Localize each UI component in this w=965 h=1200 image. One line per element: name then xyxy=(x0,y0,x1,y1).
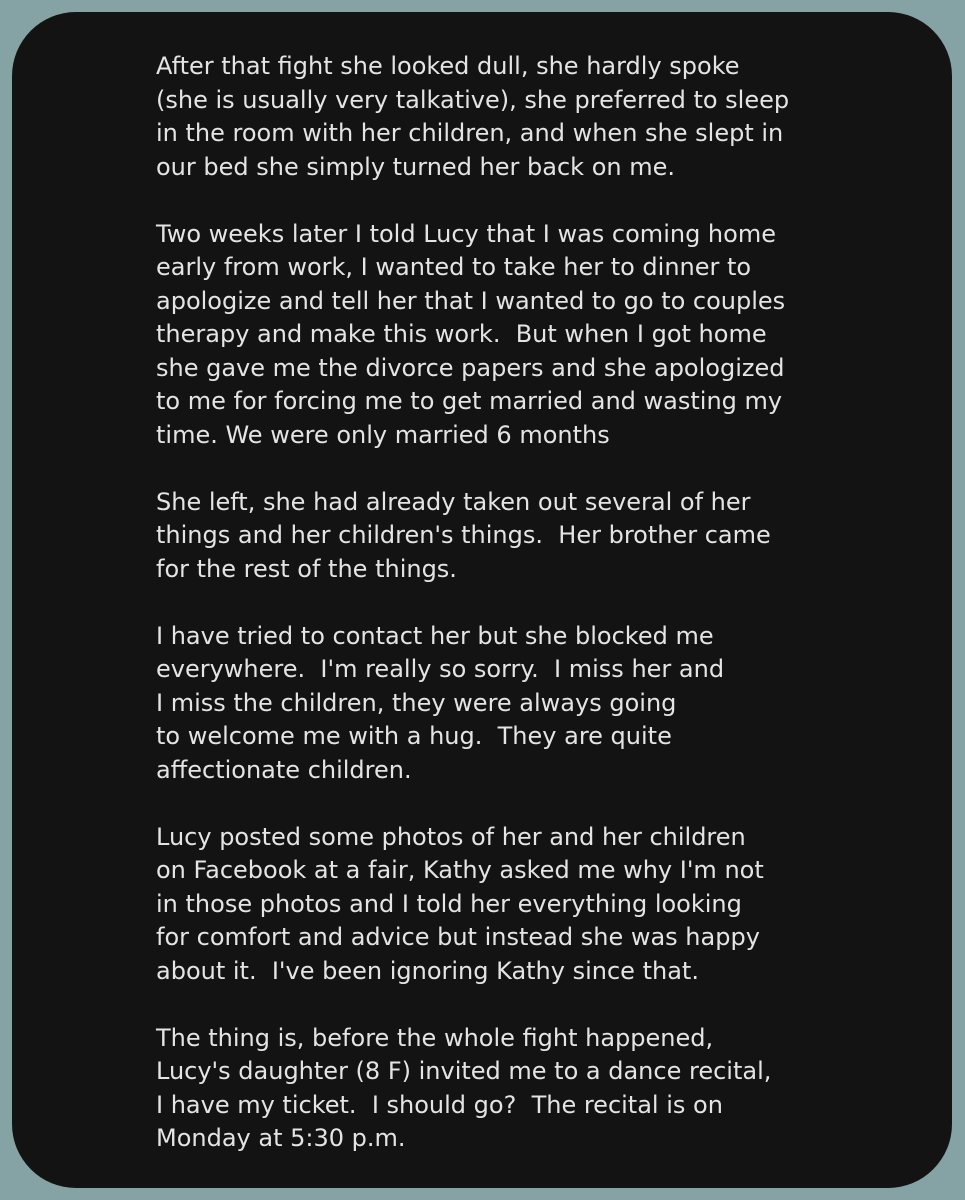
text-line: Monday at 5:30 p.m. xyxy=(156,1124,406,1152)
text-line: Lucy's daughter (8 F) invited me to a dance recital, xyxy=(156,1057,772,1085)
text-line: to welcome me with a hug. They are quite xyxy=(156,722,672,750)
text-line: things and her children's things. Her brother came xyxy=(156,521,771,549)
text-line: I have tried to contact her but she blocked me xyxy=(156,621,714,650)
text-line: Lucy posted some photos of her and her children xyxy=(156,822,746,851)
text-line: about it. I've been ignoring Kathy since that. xyxy=(156,956,699,985)
text-line: in the room with her children, and when she slept in xyxy=(156,119,784,147)
text-line: apologize and tell her that I wanted to go to couples xyxy=(156,286,786,315)
text-line: She left, she had already taken out several of her xyxy=(156,487,751,516)
text-line: for the rest of the things. xyxy=(156,554,457,583)
text-line: time. We were only married 6 months xyxy=(156,420,610,449)
text-line: Two weeks later I told Lucy that I was coming home xyxy=(156,219,776,248)
text-line: The thing is, before the whole fight happened, xyxy=(156,1023,714,1052)
post-text xyxy=(156,50,876,1189)
paragraph xyxy=(156,1022,876,1156)
text-line: to me for forcing me to get married and wasting my xyxy=(156,387,783,415)
text-line: in those photos and I told her everything looking xyxy=(156,889,742,918)
paragraph xyxy=(156,486,876,587)
text-line: our bed she simply turned her back on me. xyxy=(156,152,675,181)
text-line: early from work, I wanted to take her to dinner to xyxy=(156,253,752,281)
text-line: I have my ticket. I should go? The recital is on xyxy=(156,1090,723,1119)
text-line: she gave me the divorce papers and she apologized xyxy=(156,353,785,382)
text-line: affectionate children. xyxy=(156,755,412,784)
paragraph xyxy=(156,620,876,788)
paragraph xyxy=(156,218,876,453)
text-line: I miss the children, they were always going xyxy=(156,688,677,717)
paragraph xyxy=(156,821,876,989)
paragraph xyxy=(156,50,876,184)
text-line: (she is usually very talkative), she preferred to sleep xyxy=(156,85,790,114)
text-line: everywhere. I'm really so sorry. I miss her and xyxy=(156,655,725,683)
text-line: therapy and make this work. But when I got home xyxy=(156,320,767,348)
text-line: After that fight she looked dull, she hardly spoke xyxy=(156,52,740,80)
text-line: on Facebook at a fair, Kathy asked me why I'm not xyxy=(156,856,764,884)
text-line: for comfort and advice but instead she was happy xyxy=(156,923,760,951)
